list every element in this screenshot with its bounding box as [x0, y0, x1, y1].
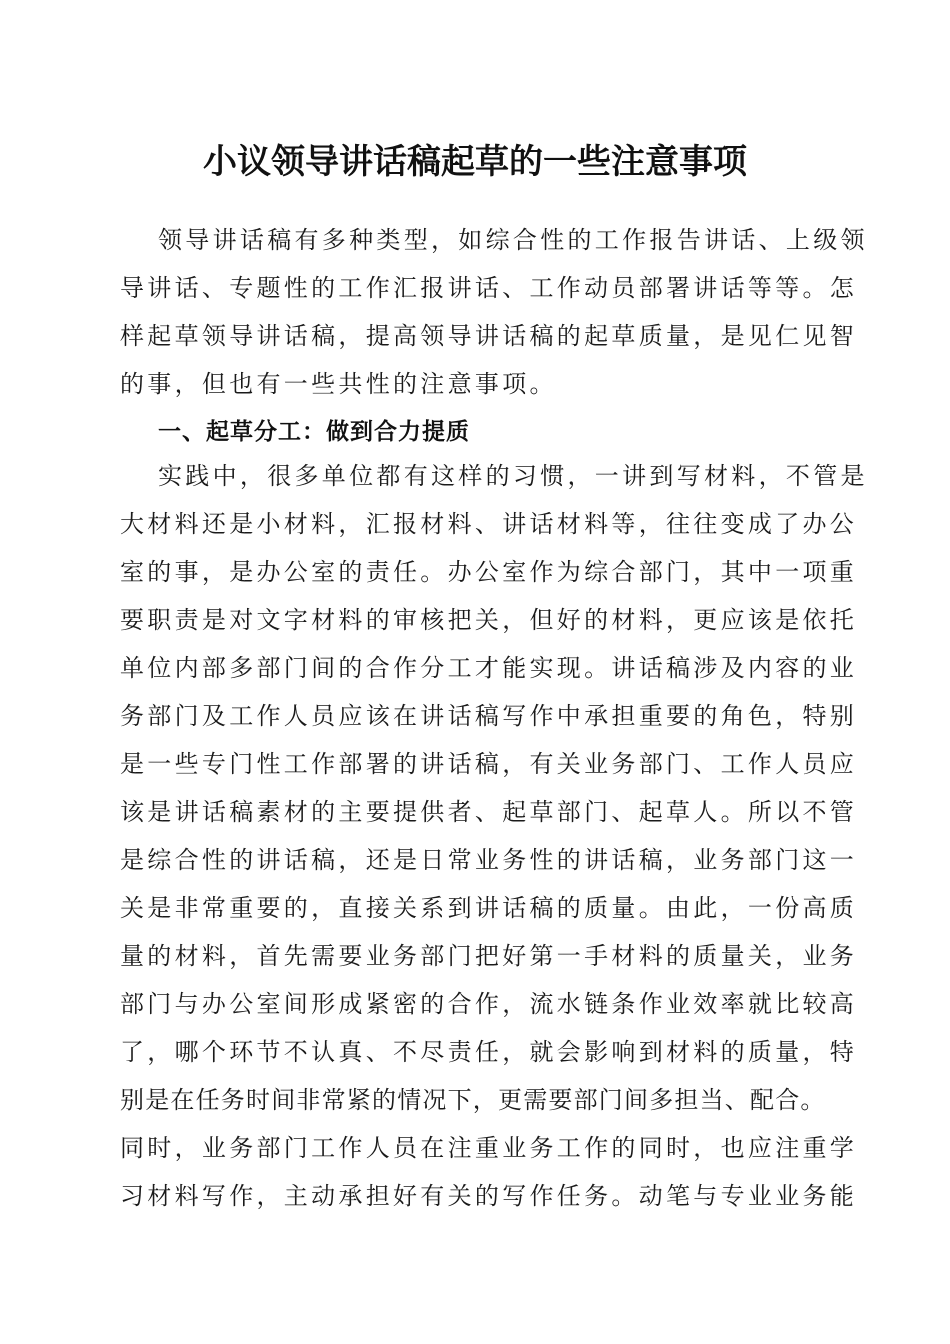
text-line: 部门与办公室间形成紧密的合作，流水链条作业效率就比较高: [120, 990, 858, 1018]
intro-paragraph: [120, 216, 868, 408]
text-line: 领导讲话稿有多种类型，如综合性的工作报告讲话、上级领: [158, 226, 868, 254]
text-line: 单位内部多部门间的合作分工才能实现。讲话稿涉及内容的业: [120, 654, 858, 682]
text-line: 关是非常重要的，直接关系到讲话稿的质量。由此，一份高质: [120, 894, 858, 922]
text-line: 同时，业务部门工作人员在注重业务工作的同时，也应注重学: [120, 1134, 858, 1162]
text-line: 的事，但也有一些共性的注意事项。: [120, 370, 557, 398]
section-heading: 一、起草分工：做到合力提质: [158, 419, 470, 445]
text-line: 别是在任务时间非常紧的情况下，更需要部门间多担当、配合。: [120, 1086, 826, 1114]
text-line: 室的事，是办公室的责任。办公室作为综合部门，其中一项重: [120, 558, 858, 586]
text-line: 量的材料，首先需要业务部门把好第一手材料的质量关，业务: [120, 942, 858, 970]
text-line: 习材料写作，主动承担好有关的写作任务。动笔与专业业务能: [120, 1182, 858, 1210]
text-line: 样起草领导讲话稿，提高领导讲话稿的起草质量，是见仁见智: [120, 322, 858, 350]
text-line: 要职责是对文字材料的审核把关，但好的材料，更应该是依托: [120, 606, 858, 634]
text-line: 实践中，很多单位都有这样的习惯，一讲到写材料，不管是: [158, 462, 868, 490]
text-line: 了，哪个环节不认真、不尽责任，就会影响到材料的质量，特: [120, 1038, 858, 1066]
text-line: 该是讲话稿素材的主要提供者、起草部门、起草人。所以不管: [120, 798, 858, 826]
document-title: 小议领导讲话稿起草的一些注意事项: [203, 142, 747, 182]
text-line: 大材料还是小材料，汇报材料、讲话材料等，往往变成了办公: [120, 510, 858, 538]
section-paragraph: [120, 452, 868, 1220]
text-line: 导讲话、专题性的工作汇报讲话、工作动员部署讲话等等。怎: [120, 274, 858, 302]
text-line: 是综合性的讲话稿，还是日常业务性的讲话稿，业务部门这一: [120, 846, 858, 874]
text-line: 务部门及工作人员应该在讲话稿写作中承担重要的角色，特别: [120, 702, 858, 730]
text-line: 是一些专门性工作部署的讲话稿，有关业务部门、工作人员应: [120, 750, 858, 778]
